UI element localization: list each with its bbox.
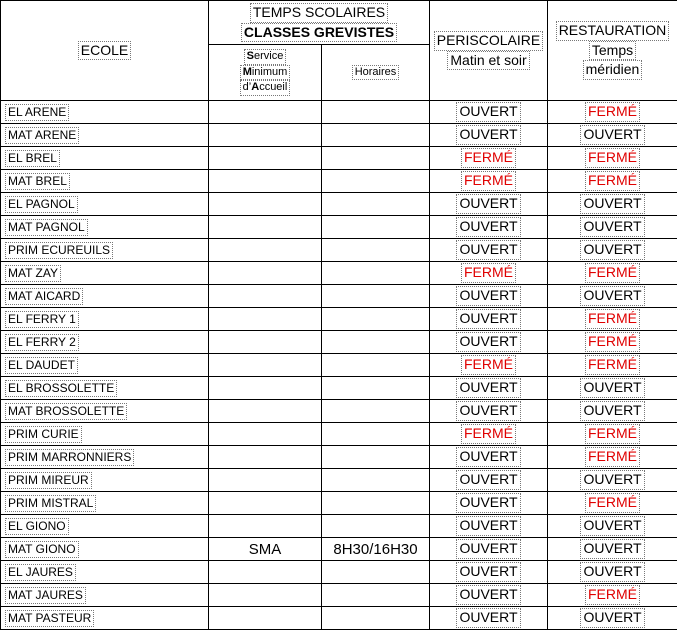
horaires-cell — [322, 492, 430, 515]
school-name: PRIM MARRONNIERS — [1, 446, 209, 469]
horaires-cell — [322, 101, 430, 124]
header-restauration: RESTAURATION Temps méridien — [548, 1, 677, 101]
school-name: EL ARENE — [1, 101, 209, 124]
sma-cell — [209, 561, 322, 584]
school-name: EL BROSSOLETTE — [1, 377, 209, 400]
table-row — [1, 469, 677, 492]
table-row — [1, 377, 677, 400]
horaires-cell — [322, 354, 430, 377]
restauration-status: FERMÉ — [548, 170, 677, 193]
periscolaire-status: FERMÉ — [430, 423, 548, 446]
table-row — [1, 216, 677, 239]
horaires-cell — [322, 239, 430, 262]
header-sma: Service Minimum d’Accueil — [209, 45, 322, 101]
school-name: MAT ZAY — [1, 262, 209, 285]
school-name: EL PAGNOL — [1, 193, 209, 216]
school-name: EL JAURES — [1, 561, 209, 584]
restauration-status: OUVERT — [548, 400, 677, 423]
school-name: MAT GIONO — [1, 538, 209, 561]
periscolaire-status: OUVERT — [430, 584, 548, 607]
periscolaire-status: OUVERT — [430, 607, 548, 630]
periscolaire-status: OUVERT — [430, 538, 548, 561]
periscolaire-status: OUVERT — [430, 285, 548, 308]
table-row — [1, 561, 677, 584]
sma-cell — [209, 607, 322, 630]
sma-cell — [209, 446, 322, 469]
table-row — [1, 239, 677, 262]
periscolaire-status: OUVERT — [430, 561, 548, 584]
restauration-status: OUVERT — [548, 377, 677, 400]
table-row — [1, 538, 677, 561]
school-name: PRIM ECUREUILS — [1, 239, 209, 262]
periscolaire-status: FERMÉ — [430, 170, 548, 193]
restauration-status: FERMÉ — [548, 492, 677, 515]
table-row — [1, 492, 677, 515]
periscolaire-status: OUVERT — [430, 469, 548, 492]
school-name: EL DAUDET — [1, 354, 209, 377]
sma-cell — [209, 584, 322, 607]
school-name: MAT PASTEUR — [1, 607, 209, 630]
school-name: EL FERRY 2 — [1, 331, 209, 354]
sma-cell — [209, 354, 322, 377]
sma-cell — [209, 515, 322, 538]
horaires-cell — [322, 377, 430, 400]
school-name: EL FERRY 1 — [1, 308, 209, 331]
table-row — [1, 101, 677, 124]
restauration-status: FERMÉ — [548, 423, 677, 446]
table-row — [1, 170, 677, 193]
horaires-cell — [322, 216, 430, 239]
horaires-cell — [322, 147, 430, 170]
school-name: MAT AICARD — [1, 285, 209, 308]
table-row — [1, 193, 677, 216]
restauration-status: FERMÉ — [548, 308, 677, 331]
periscolaire-status: OUVERT — [430, 124, 548, 147]
table-row — [1, 584, 677, 607]
sma-cell — [209, 216, 322, 239]
sma-cell — [209, 331, 322, 354]
sma-cell — [209, 308, 322, 331]
horaires-cell — [322, 584, 430, 607]
school-name: PRIM MISTRAL — [1, 492, 209, 515]
restauration-status: FERMÉ — [548, 101, 677, 124]
horaires-cell — [322, 262, 430, 285]
periscolaire-status: FERMÉ — [430, 262, 548, 285]
periscolaire-status: OUVERT — [430, 400, 548, 423]
school-name: MAT JAURES — [1, 584, 209, 607]
table-row — [1, 607, 677, 630]
horaires-cell — [322, 308, 430, 331]
restauration-status: FERMÉ — [548, 262, 677, 285]
periscolaire-status: OUVERT — [430, 515, 548, 538]
restauration-status: OUVERT — [548, 124, 677, 147]
restauration-status: OUVERT — [548, 469, 677, 492]
horaires-cell — [322, 331, 430, 354]
school-name: MAT BROSSOLETTE — [1, 400, 209, 423]
restauration-status: OUVERT — [548, 193, 677, 216]
horaires-cell — [322, 285, 430, 308]
periscolaire-status: OUVERT — [430, 308, 548, 331]
school-name: PRIM MIREUR — [1, 469, 209, 492]
restauration-status: OUVERT — [548, 216, 677, 239]
restauration-status: FERMÉ — [548, 584, 677, 607]
restauration-status: OUVERT — [548, 515, 677, 538]
school-name: MAT BREL — [1, 170, 209, 193]
periscolaire-status: OUVERT — [430, 101, 548, 124]
sma-cell — [209, 101, 322, 124]
horaires-cell — [322, 446, 430, 469]
restauration-status: FERMÉ — [548, 446, 677, 469]
table-row — [1, 147, 677, 170]
restauration-status: OUVERT — [548, 607, 677, 630]
sma-cell — [209, 400, 322, 423]
sma-cell — [209, 124, 322, 147]
horaires-cell — [322, 193, 430, 216]
restauration-status: FERMÉ — [548, 354, 677, 377]
periscolaire-status: OUVERT — [430, 331, 548, 354]
school-name: EL GIONO — [1, 515, 209, 538]
horaires-cell — [322, 561, 430, 584]
horaires-cell — [322, 400, 430, 423]
horaires-cell — [322, 469, 430, 492]
school-name: MAT ARENE — [1, 124, 209, 147]
school-name: EL BREL — [1, 147, 209, 170]
sma-cell — [209, 262, 322, 285]
sma-cell — [209, 423, 322, 446]
header-periscolaire: PERISCOLAIRE Matin et soir — [430, 1, 548, 101]
table-row — [1, 285, 677, 308]
school-name: PRIM CURIE — [1, 423, 209, 446]
table-row — [1, 446, 677, 469]
table-row — [1, 354, 677, 377]
periscolaire-status: OUVERT — [430, 377, 548, 400]
header-horaires: Horaires — [322, 45, 430, 101]
sma-cell — [209, 492, 322, 515]
periscolaire-status: FERMÉ — [430, 354, 548, 377]
periscolaire-status: OUVERT — [430, 446, 548, 469]
table-row — [1, 515, 677, 538]
school-name: MAT PAGNOL — [1, 216, 209, 239]
table-row — [1, 124, 677, 147]
restauration-status: OUVERT — [548, 538, 677, 561]
restauration-status: OUVERT — [548, 239, 677, 262]
sma-cell — [209, 469, 322, 492]
sma-cell — [209, 193, 322, 216]
restauration-status: FERMÉ — [548, 331, 677, 354]
sma-cell: SMA — [209, 538, 322, 561]
table-row — [1, 308, 677, 331]
sma-cell — [209, 285, 322, 308]
restauration-status: OUVERT — [548, 561, 677, 584]
periscolaire-status: OUVERT — [430, 216, 548, 239]
sma-cell — [209, 377, 322, 400]
horaires-cell — [322, 515, 430, 538]
table-row — [1, 331, 677, 354]
table-row — [1, 400, 677, 423]
horaires-cell — [322, 124, 430, 147]
header-ecole: ECOLE — [1, 1, 209, 101]
periscolaire-status: FERMÉ — [430, 147, 548, 170]
horaires-cell — [322, 170, 430, 193]
sma-cell — [209, 239, 322, 262]
header-temps-scolaires: TEMPS SCOLAIRES CLASSES GREVISTES — [209, 1, 430, 45]
horaires-cell: 8H30/16H30 — [322, 538, 430, 561]
sma-cell — [209, 170, 322, 193]
horaires-cell — [322, 607, 430, 630]
restauration-status: FERMÉ — [548, 147, 677, 170]
restauration-status: OUVERT — [548, 285, 677, 308]
periscolaire-status: OUVERT — [430, 492, 548, 515]
table-row — [1, 262, 677, 285]
periscolaire-status: OUVERT — [430, 239, 548, 262]
horaires-cell — [322, 423, 430, 446]
sma-cell — [209, 147, 322, 170]
periscolaire-status: OUVERT — [430, 193, 548, 216]
table-row — [1, 423, 677, 446]
